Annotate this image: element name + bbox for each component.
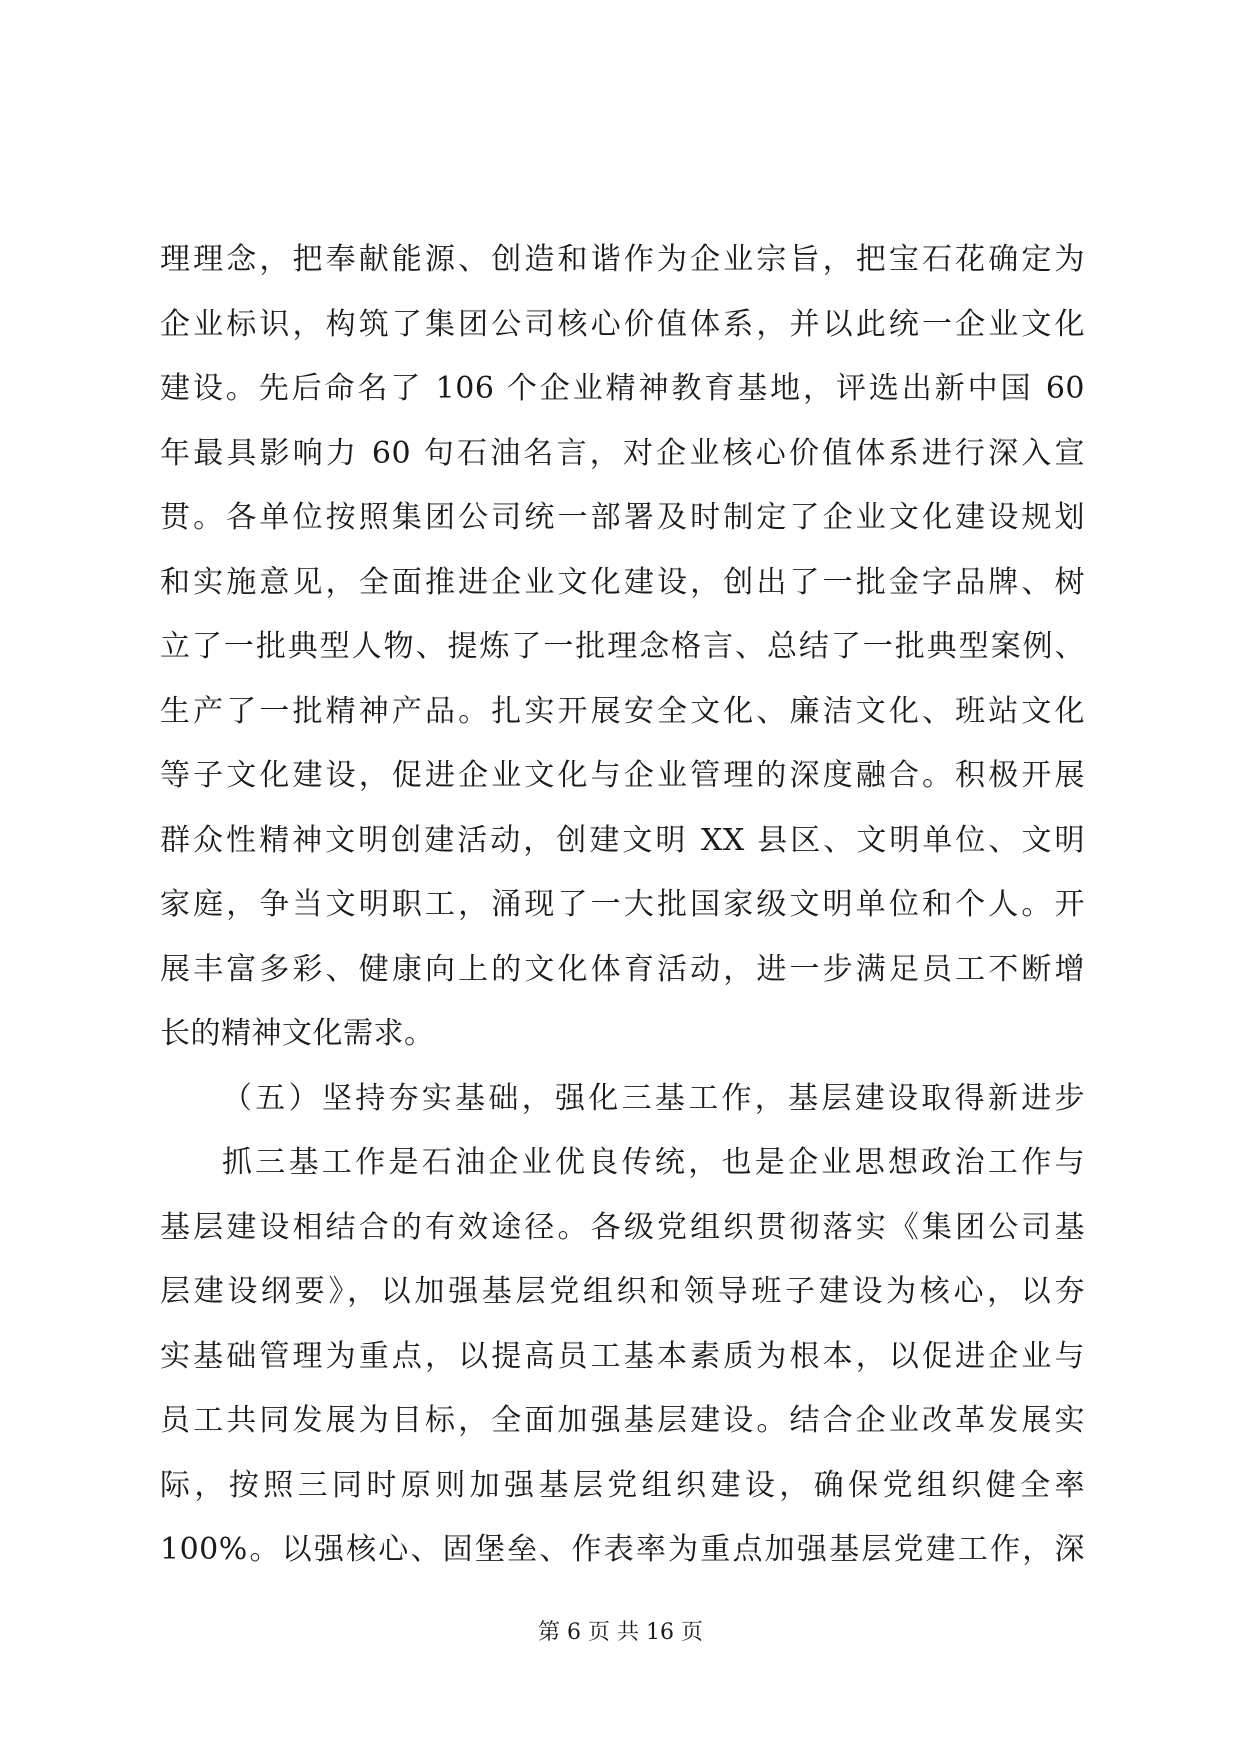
section-heading: （五）坚持夯实基础，强化三基工作，基层建设取得新进步 (222, 1080, 1085, 1116)
text-line: 长的精神文化需求。 (160, 1016, 435, 1051)
text-line: 等子文化建设，促进企业文化与企业管理的深度融合。积极开展 (160, 758, 1085, 793)
text-line: 家庭，争当文明职工，涌现了一大批国家级文明单位和个人。开 (160, 887, 1085, 922)
text-line: 立了一批典型人物、提炼了一批理念格言、总结了一批典型案例、 (160, 629, 1085, 664)
text-line: 际，按照三同时原则加强基层党组织建设，确保党组织健全率 (160, 1467, 1085, 1503)
text-line: 和实施意见，全面推进企业文化建设，创出了一批金字品牌、树 (160, 564, 1085, 600)
text-line: 建设。先后命名了 106 个企业精神教育基地，评选出新中国 60 (160, 371, 1085, 406)
text-line: 员工共同发展为目标，全面加强基层建设。结合企业改革发展实 (160, 1403, 1085, 1438)
text-line: 生产了一批精神产品。扎实开展安全文化、廉洁文化、班站文化 (160, 693, 1085, 729)
text-line: 群众性精神文明创建活动，创建文明 XX 县区、文明单位、文明 (160, 822, 1085, 858)
text-line: 层建设纲要》，以加强基层党组织和领导班子建设为核心，以夯 (160, 1274, 1085, 1309)
text-line: 年最具影响力 60 句石油名言，对企业核心价值体系进行深入宣 (160, 435, 1085, 471)
text-line: 抓三基工作是石油企业优良传统，也是企业思想政治工作与 (222, 1145, 1085, 1180)
text-line: 企业标识，构筑了集团公司核心价值体系，并以此统一企业文化 (160, 306, 1085, 342)
text-line: 基层建设相结合的有效途径。各级党组织贯彻落实《集团公司基 (160, 1209, 1085, 1245)
text-line: 理理念，把奉献能源、创造和谐作为企业宗旨，把宝石花确定为 (160, 242, 1085, 277)
text-line: 展丰富多彩、健康向上的文化体育活动，进一步满足员工不断增 (160, 951, 1085, 987)
text-line: 100%。以强核心、固堡垒、作表率为重点加强基层党建工作，深 (160, 1532, 1085, 1567)
page-number-footer: 第 6 页 共 16 页 (538, 1620, 703, 1645)
text-line: 贯。各单位按照集团公司统一部署及时制定了企业文化建设规划 (160, 500, 1085, 535)
body-text (160, 228, 1085, 1583)
text-line: 实基础管理为重点，以提高员工基本素质为根本，以促进企业与 (160, 1338, 1085, 1374)
